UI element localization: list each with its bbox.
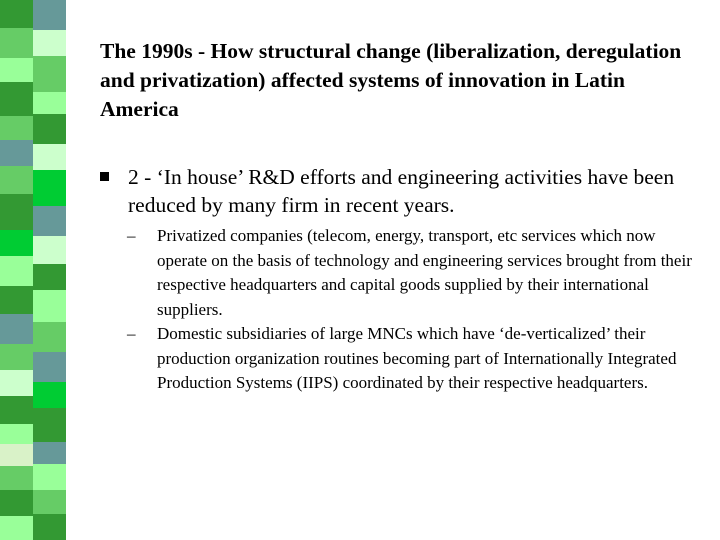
square-bullet-icon xyxy=(100,172,109,181)
sub-bullet-item xyxy=(127,224,707,322)
main-bullet-text: 2 - ‘In house’ R&D efforts and engineering activities have been reduced by many firm in recent years. xyxy=(128,165,675,217)
dash-bullet-icon: – xyxy=(127,226,136,245)
sub-bullet-list xyxy=(127,224,707,396)
dash-bullet-icon: – xyxy=(127,324,136,343)
sub-bullet-item xyxy=(127,322,707,396)
sub-bullet-text: Privatized companies (telecom, energy, transport, etc services which now operate on the basis of technology and engineering services brought from their respective headquarters and capital goods supplied by their international suppliers. xyxy=(157,226,692,319)
sub-bullet-text: Domestic subsidiaries of large MNCs which have ‘de-verticalized’ their production organization routines becoming part of Internationally Integrated Production Systems (IIPS) coordinated by their respective headquarters. xyxy=(157,324,677,392)
slide-title: The 1990s - How structural change (liberalization, deregulation and privatization) affected systems of innovation in Latin America xyxy=(100,39,682,121)
decorative-stripe xyxy=(0,0,66,540)
